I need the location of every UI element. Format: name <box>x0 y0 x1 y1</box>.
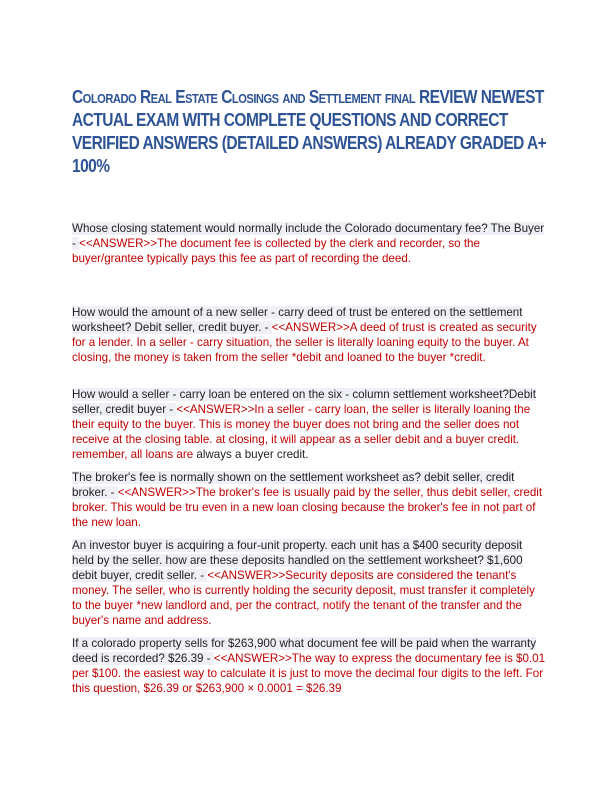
qa-item <box>72 221 546 266</box>
qa-item <box>72 538 546 628</box>
qa-answer: <<ANSWER>>The broker's fee is usually paid by the seller, thus debit seller, credit broker. This would be tru even in a new loan closing because the broker's fee in not part of the new loan. <box>72 486 543 529</box>
qa-question: How would a seller - carry loan be entered on the six - column settlement worksheet?Debit seller, credit buyer - <box>72 388 536 416</box>
qa-question: Whose closing statement would normally include the Colorado documentary fee? The Buyer - <box>72 222 545 250</box>
qa-answer: <<ANSWER>>In a seller - carry loan, the seller is literally loaning the their equity to the buyer. This is money the buyer does not bring and the seller does not receive at the closing table. at closing, it will appear as a seller debit and a buyer credit. remember, all loans are <box>72 403 531 461</box>
qa-question: The broker's fee is normally shown on the settlement worksheet as? debit seller, credit broker. - <box>72 471 515 499</box>
qa-item <box>72 387 546 462</box>
qa-answer: <<ANSWER>>The way to express the documentary fee is $0.01 per $100. the easiest way to calculate it is just to move the decimal four digits to the left. For this question, $26.39 or $263,900 × 0.0001 = $26.39 <box>72 652 546 695</box>
title-small-caps: Colorado Real Estate Closings and Settlement final <box>72 87 416 107</box>
qa-item <box>72 305 546 365</box>
qa-item <box>72 470 546 530</box>
qa-item <box>72 636 546 696</box>
title-rest: REVIEW NEWEST ACTUAL EXAM WITH COMPLETE QUESTIONS AND CORRECT VERIFIED ANSWERS (DETAILED ANSWERS) ALREADY GRADED A+ 100% <box>72 87 547 176</box>
qa-answer: <<ANSWER>>Security deposits are considered the tenant's money. The seller, who is currently holding the security deposit, must transfer it completely to the buyer *new landlord and, per the contract, notify the tenant of the transfer and the buyer's name and address. <box>72 569 535 627</box>
document-title <box>72 86 548 178</box>
qa-question: If a colorado property sells for $263,900 what document fee will be paid when the warranty deed is recorded? $26.39 - <box>72 637 537 665</box>
qa-question: How would the amount of a new seller - carry deed of trust be entered on the settlement worksheet? Debit seller, credit buyer. - <box>72 306 523 334</box>
qa-answer: <<ANSWER>>The document fee is collected by the clerk and recorder, so the buyer/grantee typically pays this fee as part of recording the deed. <box>72 237 480 265</box>
qa-question: An investor buyer is acquiring a four-unit property. each unit has a $400 security deposit held by the seller. how are these deposits handled on the settlement worksheet? $1,600 debit buyer, credit seller. - <box>72 539 523 582</box>
qa-answer: <<ANSWER>>A deed of trust is created as security for a lender. In a seller - carry situation, the seller is literally loaning equity to the buyer. At closing, the money is taken from the seller *debit and loaned to the buyer *credit. <box>72 321 537 364</box>
qa-answer-tail: always a buyer credit. <box>196 448 309 461</box>
